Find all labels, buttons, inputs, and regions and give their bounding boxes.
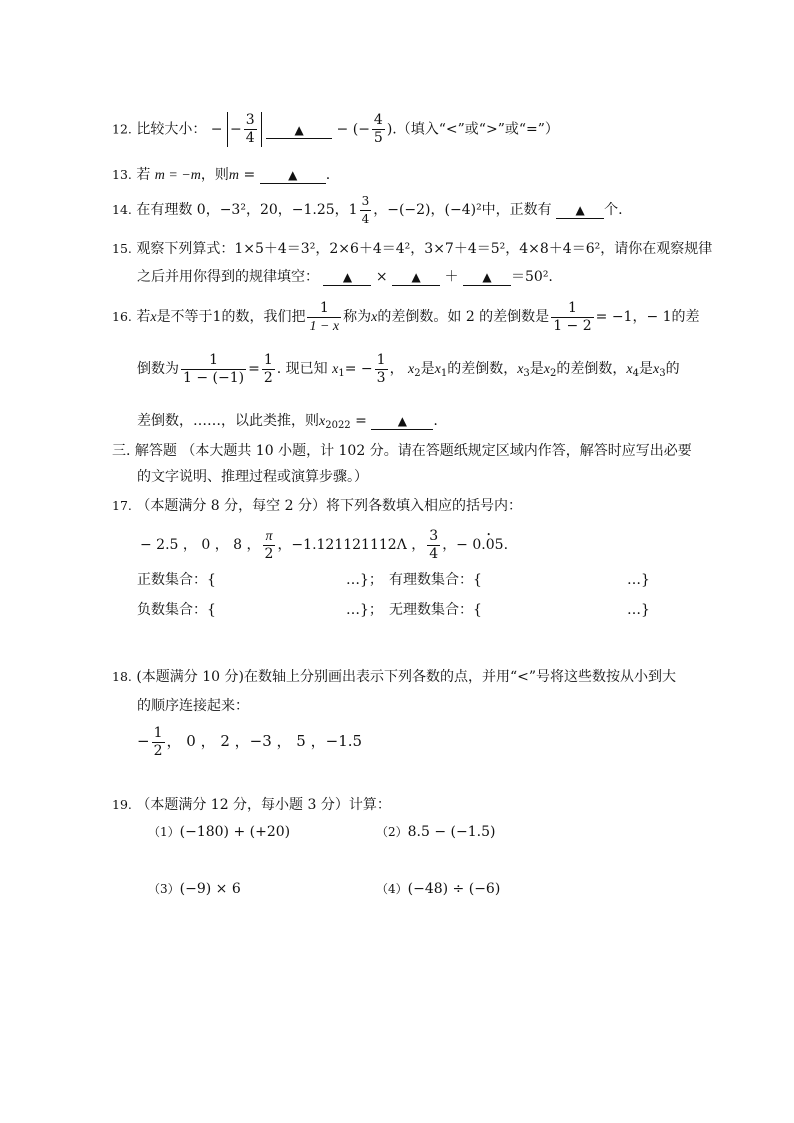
negative-set: 负数集合：{ — [137, 602, 216, 618]
answer-blank[interactable] — [392, 270, 440, 286]
question-13: 13. 若 m = −m，则m = ▲ . — [112, 167, 331, 183]
question-18-line-2: 的顺序连接起来： — [137, 698, 249, 714]
triangle-icon: ▲ — [397, 414, 407, 428]
section-3-heading-line-2: 的文字说明、推理过程或演算步骤。） — [137, 469, 368, 485]
fraction: $\frac{3}{4}$ — [361, 193, 370, 226]
rational-set-end: …} — [627, 572, 650, 588]
fraction: $\frac{1}{1 - (-1)}$ — [183, 351, 245, 386]
section-3-heading: 三. 解答题 （本大题共 10 小题，计 102 分。请在答题纸规定区域内作答，解答时应写出必要 — [112, 443, 692, 459]
positive-set-end: …}； — [346, 572, 383, 588]
fraction: $\frac{1}{2}$ — [263, 351, 273, 386]
fraction: $\frac{\pi}{2}$ — [264, 528, 274, 562]
question-19-head: 19. （本题满分 12 分，每小题 3 分）计算： — [112, 797, 391, 813]
question-16-line-1: 16. 若x是不等于1的数，我们把 $\frac{1}{1 - x}$ 称为x的差倒数。如 2 的差倒数是 $\frac{1}{1 - 2}$ = −1，− 1的差 — [112, 299, 700, 334]
fraction: $\frac{1}{1 - 2}$ — [553, 299, 592, 334]
answer-blank[interactable] — [556, 203, 604, 219]
problem-1: （1）(−180) + (+20) — [148, 824, 291, 840]
fraction: $\frac{3}{4}$ — [429, 527, 439, 562]
fraction: $\frac{3}{4}$ — [245, 112, 255, 146]
fraction: $\frac{4}{5}$ — [373, 112, 383, 146]
question-16-line-3: 差倒数，……，以此类推，则$x_{2022}$ = ▲ . — [137, 413, 438, 431]
triangle-icon: ▲ — [575, 203, 585, 217]
irrational-set-end: …} — [627, 602, 650, 618]
answer-blank[interactable] — [323, 270, 371, 286]
question-12: 12. 比较大小： − − $\frac{3}{4}$ ▲ − (− $\frac{4}{5}$ ).（填入“<”或“>”或“=”） — [112, 112, 559, 146]
negative-set-end: …}； — [346, 602, 383, 618]
question-15-line-1: 15. 观察下列算式：1×5＋4＝3²，2×6＋4＝4²，3×7＋4＝5²，4×8＋4＝6²，请你在观察规律 — [112, 241, 713, 257]
answer-blank[interactable] — [463, 270, 511, 286]
question-16-line-2: 倒数为 $\frac{1}{1 - (-1)}$ = $\frac{1}{2}$ . 现已知 $x_1=$ − $\frac{1}{3}$ ， $x_2$是$x_1$的差倒数，$x_3$是$x_2$的差倒数，$x_4$是$x_3$的 — [137, 351, 680, 386]
question-15-line-2: 之后并用你得到的规律填空： ▲ × ▲ ＋ ▲ ＝50². — [137, 269, 553, 285]
problem-4: （4）(−48) ÷ (−6) — [376, 881, 501, 897]
triangle-icon: ▲ — [288, 168, 298, 182]
question-14: 14. 在有理数 0，−3²，20，−1.25，1 $\frac{3}{4}$ ，−(−2)，(−4)²中，正数有 ▲ 个. — [112, 193, 623, 226]
triangle-icon: ▲ — [342, 270, 353, 284]
rational-set: 有理数集合：{ — [389, 572, 482, 588]
problem-2: （2）8.5 − (−1.5) — [376, 824, 496, 840]
fraction: $\frac{1}{3}$ — [376, 351, 386, 386]
absolute-value: − $\frac{3}{4}$ — [227, 112, 262, 147]
fraction: $\frac{1}{1 - x}$ — [309, 299, 340, 334]
question-17-head: 17. （本题满分 8 分，每空 2 分）将下列各数填入相应的括号内： — [112, 498, 522, 514]
problem-3: （3）(−9) × 6 — [148, 881, 241, 897]
positive-set: 正数集合：{ — [137, 572, 216, 588]
answer-blank[interactable] — [260, 168, 326, 184]
fraction: $\frac{1}{2}$ — [153, 724, 163, 759]
triangle-icon: ▲ — [411, 270, 421, 284]
irrational-set: 无理数集合：{ — [389, 602, 482, 618]
question-18-numbers: − $\frac{1}{2}$ ， 0 ， 2 ，−3 ， 5 ，−1.5 — [137, 724, 363, 759]
question-18-line-1: 18. (本题满分 10 分)在数轴上分别画出表示下列各数的点，并用“<”号将这些数按从小到大 — [112, 669, 677, 685]
answer-blank[interactable] — [371, 414, 433, 430]
question-17-numbers: − 2.5 ， 0 ， 8 ， $\frac{\pi}{2}$ ，−1.121121112Λ ， $\frac{3}{4}$ ，− 0.0• 5. — [140, 526, 508, 564]
triangle-icon: ▲ — [294, 122, 304, 137]
repeating-digit: • 5 — [486, 526, 504, 564]
triangle-icon: ▲ — [482, 270, 492, 284]
answer-blank[interactable] — [266, 123, 332, 139]
